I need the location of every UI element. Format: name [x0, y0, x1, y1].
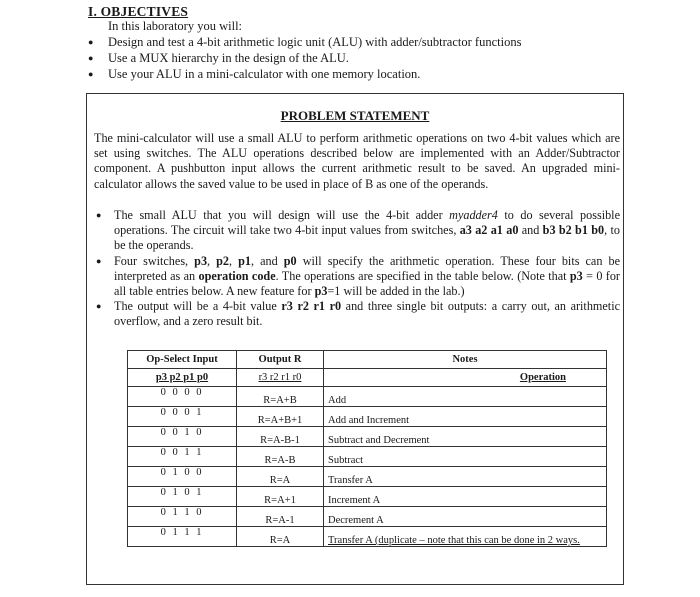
objectives-intro: In this laboratory you will:: [108, 19, 243, 33]
operand-b-bits: b3 b2 b1 b0: [542, 223, 605, 238]
table-subheader-row: [128, 369, 607, 387]
cell-note: Subtract: [324, 447, 607, 467]
text-span: to do several possible operations. The circuit will take two 4-bit input values from switches,: [114, 208, 620, 238]
subheader-r-bits: [237, 369, 324, 387]
text-span: and three single bit outputs: a carry out, an arithmetic overflow, and a zero result bit.: [114, 299, 620, 329]
table-row: [128, 527, 607, 547]
switch-p3: p3: [194, 253, 208, 268]
header-output-r: Output R: [237, 351, 324, 369]
cell-note: Add: [324, 387, 607, 407]
table-row: [128, 447, 607, 467]
problem-bullet-switches: [94, 254, 620, 300]
text-span: The output will be a 4-bit value: [114, 299, 282, 314]
table-header-row: [128, 351, 607, 369]
problem-statement-title: PROBLEM STATEMENT: [280, 108, 430, 123]
cell-code: 0 0 0 1: [128, 407, 237, 427]
text-span: ,: [207, 253, 217, 268]
cell-code: 0 0 1 0: [128, 427, 237, 447]
cell-code: 0 1 0 0: [128, 467, 237, 487]
subheader-text: r3 r2 r1 r0: [258, 372, 302, 383]
cell-output: R=A-1: [237, 507, 324, 527]
cell-code: 0 0 1 1: [128, 447, 237, 467]
switch-p1: p1: [238, 253, 252, 268]
text-span: ,: [229, 253, 239, 268]
text-span: The small ALU that you will design will use the 4-bit adder: [114, 208, 450, 222]
text-span: = 0 for all table entries below. A new feature for: [114, 268, 620, 299]
text-span: . The operations are specified in the table below. (Note that: [275, 268, 570, 283]
objective-item: ● Use your ALU in a mini-calculator with one memory location.: [88, 66, 521, 82]
cell-note: Decrement A: [324, 507, 607, 527]
switch-p3: p3: [569, 268, 583, 283]
text-span: , to be the operands.: [114, 223, 620, 253]
operation-table: [127, 350, 607, 547]
header-notes: Notes: [324, 351, 607, 369]
text-span: will specify the arithmetic operation. These four bits can be interpreted as an: [114, 253, 620, 283]
cell-output: R=A-B: [237, 447, 324, 467]
operand-a-bits: a3 a2 a1 a0: [459, 223, 519, 238]
subheader-p-bits: [128, 369, 237, 387]
cell-code: 0 1 1 0: [128, 507, 237, 527]
cell-code: 0 0 0 0: [128, 387, 237, 407]
problem-bullet-alu: [94, 208, 620, 254]
objectives-list: [88, 34, 521, 82]
problem-statement-box: [86, 93, 624, 585]
subheader-text: Operation: [519, 372, 566, 383]
cell-output: R=A: [237, 467, 324, 487]
cell-note: Transfer A: [324, 467, 607, 487]
table-row: [128, 487, 607, 507]
subheader-operation: [324, 369, 607, 387]
cell-note: Increment A: [324, 487, 607, 507]
switch-p3: p3: [314, 284, 328, 299]
problem-bullet-output: [94, 299, 620, 329]
cell-code: 0 1 1 1: [128, 527, 237, 547]
cell-note: Add and Increment: [324, 407, 607, 427]
subheader-text: p3 p2 p1 p0: [155, 372, 209, 383]
adder-name: myadder4: [449, 208, 498, 222]
cell-output: R=A-B-1: [237, 427, 324, 447]
text-span: Four switches,: [114, 253, 195, 268]
objectives-title: I. OBJECTIVES: [88, 4, 189, 19]
switch-p2: p2: [216, 253, 230, 268]
table-row: [128, 507, 607, 527]
objective-item: ● Use a MUX hierarchy in the design of the ALU.: [88, 50, 521, 66]
text-span: =1 will be added in the lab.): [327, 284, 465, 299]
cell-note: Subtract and Decrement: [324, 427, 607, 447]
table-row: [128, 407, 607, 427]
objective-item: ● Design and test a 4-bit arithmetic logic unit (ALU) with adder/subtractor functions: [88, 34, 521, 50]
problem-statement-paragraph: The mini-calculator will use a small ALU to perform arithmetic operations on two 4-bit values which are set using switches. The ALU operations described below are implemented with an Adder/Subtractor component. A pushbutton input allows the current arithmetic result to be saved. An upgraded mini-calculator allows the saved value to be used in place of B as one of the operands.: [94, 131, 620, 191]
cell-output: R=A+B+1: [237, 407, 324, 427]
cell-output: R=A+B: [237, 387, 324, 407]
cell-code: 0 1 0 1: [128, 487, 237, 507]
table-row: [128, 467, 607, 487]
table-row: [128, 427, 607, 447]
cell-output: R=A: [237, 527, 324, 547]
cell-note: Transfer A (duplicate – note that this can be done in 2 ways.: [324, 527, 607, 547]
switch-p0: p0: [283, 253, 297, 268]
table-row: [128, 387, 607, 407]
operation-code-term: operation code: [198, 268, 276, 283]
problem-bullets: [94, 208, 620, 330]
header-op-select: Op-Select Input: [128, 351, 237, 369]
cell-output: R=A+1: [237, 487, 324, 507]
text-span: and: [518, 223, 543, 238]
output-bits: r3 r2 r1 r0: [281, 299, 342, 314]
text-span: , and: [251, 253, 284, 268]
